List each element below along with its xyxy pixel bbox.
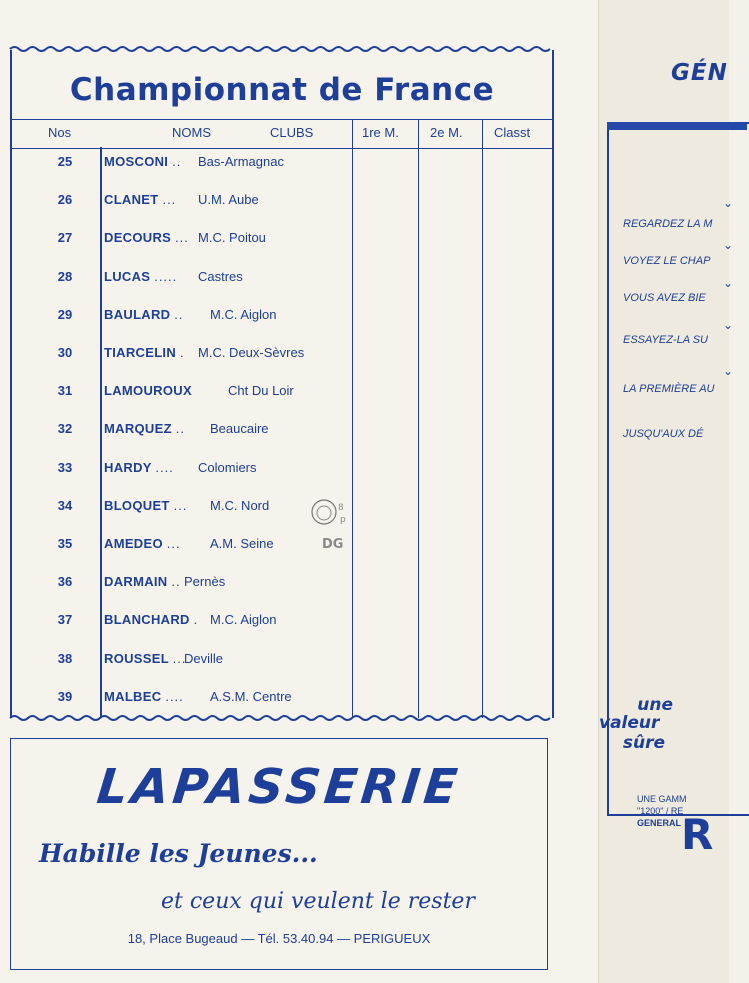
- header-number: Nos: [48, 125, 72, 140]
- right-page-header-bar: [607, 122, 747, 130]
- table-row: [12, 456, 352, 482]
- rider-name: [104, 574, 181, 589]
- rider-number: 32: [57, 421, 73, 437]
- rider-number: 29: [57, 306, 73, 322]
- rider-number: 34: [57, 497, 73, 513]
- table-row: [12, 608, 352, 634]
- rider-number: 25: [57, 154, 73, 169]
- table-row: [12, 532, 352, 558]
- right-page-title: GÉN: [671, 60, 728, 86]
- rider-club: A.M. Seine: [210, 536, 274, 551]
- chevron-down-icon: ⌄: [723, 196, 734, 210]
- rider-name-text: HARDY: [104, 459, 152, 475]
- rider-club: Deville: [184, 650, 224, 666]
- rider-name: [104, 154, 181, 169]
- header-names: NOMS: [172, 125, 211, 140]
- leader-dots: ...: [166, 536, 181, 551]
- rider-club: Bas-Armagnac: [198, 154, 284, 169]
- rider-name: [104, 536, 181, 551]
- table-row: [12, 303, 352, 329]
- right-line-4: ESSAYEZ-LA SU: [623, 334, 708, 346]
- rider-number: 30: [57, 345, 73, 360]
- table-row: [12, 341, 352, 367]
- rider-number: 39: [57, 688, 73, 704]
- rider-name: [104, 383, 192, 398]
- column-divider: [352, 119, 353, 718]
- header-first-race: 1re M.: [362, 125, 399, 140]
- rider-name: [104, 421, 185, 436]
- leader-dots: ...: [173, 497, 188, 513]
- rider-number: 27: [57, 230, 73, 246]
- rider-club: M.C. Aiglon: [210, 612, 277, 628]
- tagline-sure: sûre: [622, 733, 665, 753]
- leader-dots: ....: [165, 688, 184, 704]
- rider-name-text: BAULARD: [104, 306, 171, 322]
- rider-name: [104, 230, 189, 245]
- rider-name-text: BLANCHARD: [104, 612, 190, 628]
- small-text-2: "1200" / RE: [637, 806, 684, 816]
- championship-table: [10, 50, 554, 718]
- rider-club: M.C. Poitou: [198, 230, 266, 246]
- slogan-line-2: et ceux qui veulent le rester: [161, 889, 475, 914]
- leader-dots: ..: [174, 306, 184, 322]
- right-line-2: VOYEZ LE CHAP: [623, 255, 711, 267]
- svg-text:DG: DG: [322, 537, 344, 552]
- rider-name: [104, 345, 185, 360]
- rider-number: 37: [57, 612, 73, 628]
- lapasserie-advertisement: [10, 738, 548, 970]
- rider-name-text: BLOQUET: [104, 497, 170, 513]
- header-classification: Classt: [494, 125, 531, 140]
- rider-club: M.C. Nord: [210, 497, 270, 513]
- rider-club: Castres: [198, 268, 243, 284]
- rider-number: 38: [57, 650, 73, 666]
- leader-dots: ...: [172, 650, 187, 666]
- rider-name: [104, 192, 176, 207]
- small-text-3: GENERAL: [637, 818, 682, 828]
- slogan-line-1: Habille les Jeunes...: [39, 839, 318, 868]
- table-row: [12, 570, 352, 596]
- leader-dots: .....: [154, 268, 178, 284]
- column-divider: [418, 119, 419, 718]
- rider-name-text: MALBEC: [104, 688, 162, 704]
- rider-name: [104, 689, 184, 704]
- rider-name: [104, 498, 187, 513]
- chevron-down-icon: ⌄: [723, 364, 734, 378]
- leader-dots: .: [179, 345, 185, 360]
- table-header: [12, 119, 552, 149]
- rider-number: 36: [57, 574, 73, 590]
- leader-dots: .: [193, 612, 199, 628]
- rider-name-text: LAMOUROUX: [104, 383, 192, 399]
- rider-number: 35: [57, 536, 73, 551]
- championship-title: Championnat de France: [69, 72, 495, 108]
- right-page: [598, 0, 734, 983]
- table-row: [12, 379, 352, 405]
- rider-name-text: CLANET: [104, 192, 159, 208]
- svg-text:8: 8: [338, 503, 344, 513]
- rider-name-text: MARQUEZ: [104, 421, 172, 437]
- rider-number: 28: [57, 268, 73, 284]
- header-clubs: CLUBS: [270, 125, 314, 140]
- rider-name-text: MOSCONI: [104, 154, 169, 169]
- table-row: [12, 265, 352, 291]
- right-line-1: REGARDEZ LA M: [623, 218, 713, 230]
- leader-dots: ..: [171, 574, 181, 590]
- rider-club: Colomiers: [198, 459, 257, 475]
- leader-dots: ..: [172, 154, 182, 169]
- right-line-6: JUSQU'AUX DÉ: [623, 428, 704, 440]
- column-divider: [482, 119, 483, 718]
- right-line-5: LA PREMIÈRE AU: [623, 383, 715, 395]
- leader-dots: ....: [155, 459, 174, 475]
- table-row: [12, 647, 352, 673]
- svg-text:p: p: [340, 515, 346, 525]
- tagline-une: une: [637, 695, 673, 715]
- rider-number: 26: [57, 192, 73, 208]
- chevron-down-icon: ⌄: [723, 238, 734, 252]
- rider-name-text: ROUSSEL: [104, 650, 169, 666]
- dg-stamp-logo: [308, 496, 360, 552]
- table-row: [12, 226, 352, 252]
- table-row: [12, 685, 352, 711]
- rider-club: M.C. Aiglon: [210, 306, 277, 322]
- table-row: [12, 188, 352, 214]
- rider-name: [104, 612, 198, 627]
- rider-name: [104, 651, 186, 666]
- rider-club: A.S.M. Centre: [210, 688, 292, 704]
- rider-name: [104, 307, 184, 322]
- chevron-down-icon: ⌄: [723, 276, 734, 290]
- rider-club: Beaucaire: [210, 421, 269, 437]
- rider-name-text: TIARCELIN: [104, 345, 177, 360]
- rider-club: U.M. Aube: [198, 192, 259, 208]
- table-row: [12, 494, 352, 520]
- leader-dots: ..: [175, 421, 185, 437]
- rider-name-text: AMEDEO: [104, 536, 163, 551]
- brand-name: LAPASSERIE: [94, 759, 464, 815]
- table-row: [12, 150, 352, 176]
- rider-name: [104, 269, 177, 284]
- leader-dots: ...: [162, 192, 177, 208]
- leader-dots: ...: [175, 230, 189, 246]
- tagline-valeur: valeur: [599, 713, 660, 733]
- header-second-race: 2e M.: [430, 125, 463, 140]
- rider-name: [104, 460, 174, 475]
- rider-name-text: DARMAIN: [104, 574, 168, 590]
- rider-number: 31: [57, 383, 73, 399]
- rider-club: Pernès: [184, 574, 226, 590]
- rider-name-text: LUCAS: [104, 268, 151, 284]
- right-line-3: VOUS AVEZ BIE: [623, 292, 706, 304]
- rider-name-text: DECOURS: [104, 230, 172, 246]
- small-text-1: UNE GAMM: [637, 794, 687, 804]
- shop-address: 18, Place Bugeaud — Tél. 53.40.94 — PERIGUEUX: [127, 931, 431, 946]
- rider-club: M.C. Deux-Sèvres: [198, 345, 305, 360]
- chevron-down-icon: ⌄: [723, 318, 734, 332]
- right-page-bottom-letter: R: [681, 810, 714, 859]
- table-row: [12, 417, 352, 443]
- rider-number: 33: [57, 459, 73, 475]
- rider-club: Cht Du Loir: [228, 383, 294, 399]
